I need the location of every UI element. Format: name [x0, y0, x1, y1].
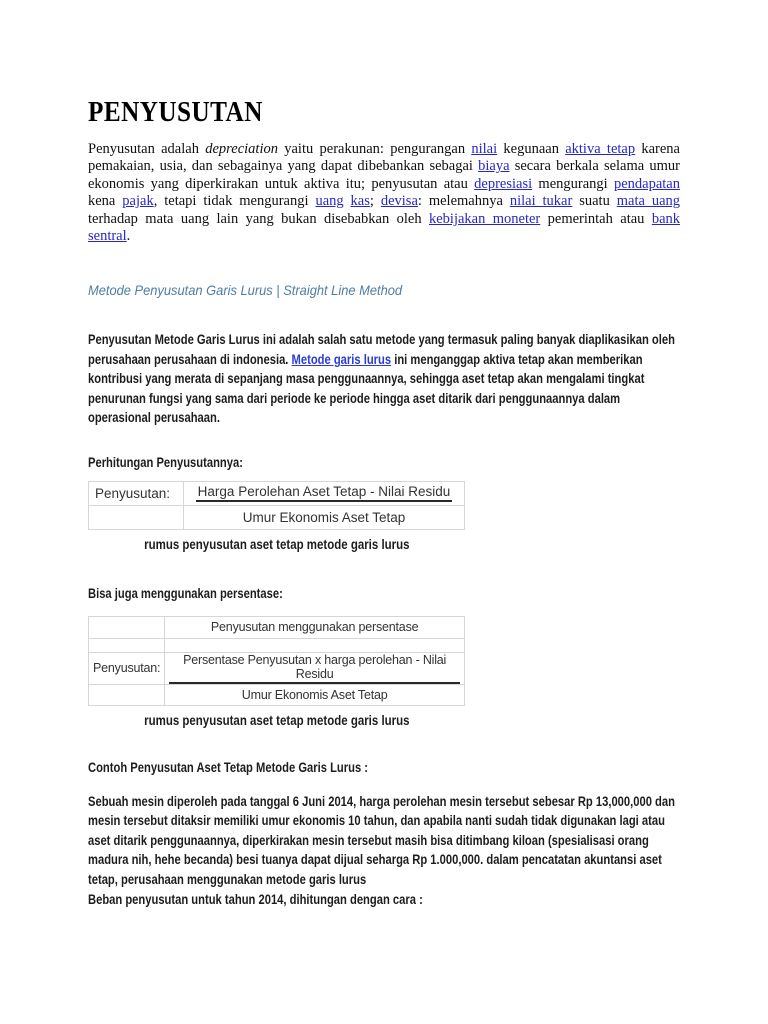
document-content [88, 0, 680, 908]
formula1-caption [88, 536, 465, 553]
formula1-empty-cell [89, 505, 184, 529]
text-link[interactable]: pajak [122, 193, 154, 210]
text-segment: yaitu perakunan: pengurangan [277, 141, 472, 157]
formula1-denominator-row [89, 505, 465, 529]
formula-table-straight-line [88, 481, 465, 530]
formula2-denominator-row [89, 684, 465, 705]
formula1-denominator-cell: Umur Ekonomis Aset Tetap [184, 505, 465, 529]
formula2-header-cell: Penyusutan menggunakan persentase [165, 616, 465, 638]
text-segment: . [126, 228, 131, 245]
text-segment: : melemahnya [417, 193, 510, 210]
text-link[interactable]: nilai [471, 141, 498, 157]
text-link[interactable]: depresiasi [474, 175, 533, 192]
text-link[interactable]: devisa [380, 193, 418, 210]
text-segment: pemerintah atau [540, 210, 652, 227]
formula1-caption-text: rumus penyusutan aset tetap metode garis lurus [143, 535, 410, 552]
text-segment: karena pemakaian, usia, dan sebagainya yang dapat dibebankan sebagai [88, 141, 680, 175]
method-heading: Metode Penyusutan Garis Lurus | Straight Line Method [88, 282, 403, 299]
formula2-caption-text: rumus penyusutan aset tetap metode garis lurus [143, 711, 410, 728]
formula2-empty-cell [89, 684, 165, 705]
text-segment: suatu [572, 193, 617, 210]
text-link[interactable]: biaya [478, 158, 510, 175]
formula2-numerator-row [89, 652, 465, 684]
text-link[interactable]: mata uang [616, 193, 681, 210]
text-segment [344, 193, 351, 209]
formula2-label-cell: Penyusutan: [89, 652, 165, 684]
text-link[interactable]: bank sentral [88, 210, 680, 245]
method-paragraph [88, 330, 680, 428]
text-segment: secara berkala selama umur ekonomis yang diperkirakan untuk aktiva itu; penyusutan atau [88, 158, 680, 192]
closing-heading: Beban penyusutan untuk tahun 2014, dihitungan dengan cara : [88, 891, 423, 908]
text-link[interactable]: pendapatan [613, 175, 680, 192]
formula2-spacer-left [89, 638, 165, 652]
text-link[interactable]: aktiva tetap [565, 141, 636, 157]
formula1-numerator: Harga Perolehan Aset Tetap - Nilai Residu [196, 484, 453, 502]
text-segment: ini menganggap aktiva tetap akan memberikan kontribusi yang merata di sepanjang masa penggunaannya, sehingga aset tetap akan mengalami tingkat penurunan fungsi yang sama dari periode ke periode hingga aset ditarik dari penggunaannya dalam operasional perusahaan. [88, 350, 645, 426]
formula1-numerator-cell [184, 481, 465, 505]
formula2-header-empty-cell [89, 616, 165, 638]
formula2-numerator-cell [165, 652, 465, 684]
formula2-caption [88, 712, 465, 729]
text-segment: depreciation [205, 141, 278, 157]
text-link[interactable]: kebijakan moneter [428, 210, 541, 227]
text-segment: kegunaan [497, 141, 566, 157]
text-segment: mengurangi [532, 175, 614, 192]
formula2-header-row [89, 616, 465, 638]
text-link[interactable]: Metode garis lurus [291, 350, 392, 367]
formula1-label-cell: Penyusutan: [89, 481, 184, 505]
text-segment: , tetapi tidak mengurangi [153, 193, 316, 210]
text-segment: terhadap mata uang lain yang bukan disebabkan oleh [88, 210, 429, 227]
document-title: PENYUSUTAN [88, 97, 263, 128]
text-segment: kena [88, 193, 123, 210]
text-link[interactable]: kas [350, 193, 370, 210]
example-paragraph: Sebuah mesin diperoleh pada tanggal 6 Juni 2014, harga perolehan mesin tersebut sebesar Rp 13,000,000 dan mesin tersebut ditaksir memiliki umur ekonomis 10 tahun, dan apabila nanti sudah tidak digunakan lagi atau aset ditarik penggunaannya, diperkirakan mesin tersebut masih bisa ditimbang kiloan (spesialisasi orang madura nih, hehe becanda) besi tuanya dapat dijual seharga Rp 1.000,000. dalam pencatatan akuntansi aset tetap, perusahaan menggunakan metode garis lurus [88, 792, 675, 887]
formula2-spacer-right [165, 638, 465, 652]
formula-table-percentage [88, 616, 465, 706]
intro-paragraph [88, 141, 680, 245]
calc-heading: Perhitungan Penyusutannya: [88, 453, 243, 470]
text-segment: ; [369, 193, 381, 210]
formula2-numerator: Persentase Penyusutan x harga perolehan - Nilai Residu [169, 653, 460, 684]
formula2-spacer-row [89, 638, 465, 652]
percent-heading: Bisa juga menggunakan persentase: [88, 584, 283, 601]
text-link[interactable]: uang [315, 193, 344, 210]
example-heading: Contoh Penyusutan Aset Tetap Metode Garis Lurus : [88, 758, 369, 775]
formula1-numerator-row [89, 481, 465, 505]
formula2-denominator-cell: Umur Ekonomis Aset Tetap [165, 684, 465, 705]
text-segment: Penyusutan adalah [88, 141, 206, 157]
text-segment: Penyusutan Metode Garis Lurus ini adalah salah satu metode yang termasuk paling banyak diaplikasikan oleh perusahaan perusahaan di indonesia. [88, 331, 675, 367]
text-link[interactable]: nilai tukar [509, 193, 573, 210]
